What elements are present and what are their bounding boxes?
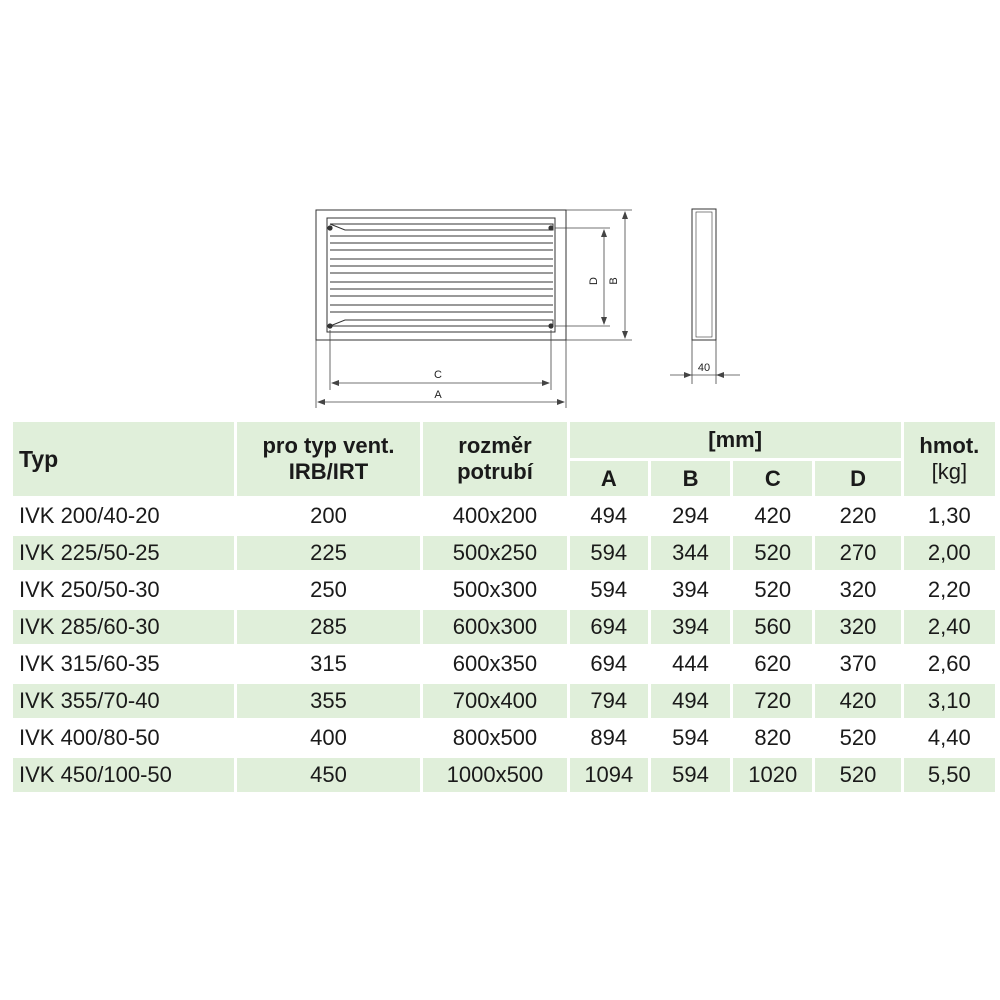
- cell-typ: IVK 450/100-50: [13, 758, 234, 792]
- header-weight-line2: [kg]: [931, 459, 968, 484]
- cell-b: 294: [672, 503, 709, 528]
- cell-typ: IVK 225/50-25: [13, 536, 234, 570]
- cell-d: 320: [815, 610, 900, 644]
- cell-weight: 2,20: [927, 577, 971, 602]
- cell-weight: 3,10: [904, 684, 995, 718]
- cell-fan-type: 225: [237, 536, 421, 570]
- cell-duct-size: 800x500: [452, 725, 538, 750]
- cell-duct-size: 600x350: [452, 651, 538, 676]
- cell-duct-size: 400x200: [452, 503, 538, 528]
- cell-d: 220: [839, 503, 877, 528]
- cell-duct-size: 500x250: [423, 536, 566, 570]
- cell-b: 444: [672, 651, 709, 676]
- table-body: [13, 499, 995, 792]
- table-header-row: [13, 422, 995, 458]
- header-mm: [mm]: [570, 422, 901, 458]
- header-duct-size-line2: potrubí: [457, 459, 533, 484]
- cell-weight: 2,00: [904, 536, 995, 570]
- cell-c: 560: [733, 610, 812, 644]
- cell-a: 1094: [570, 758, 648, 792]
- table-row: [13, 573, 995, 607]
- header-b: B: [651, 461, 730, 496]
- cell-typ: IVK 200/40-20: [19, 503, 160, 528]
- cell-c: 420: [754, 503, 792, 528]
- cell-fan-type: 200: [310, 503, 347, 528]
- cell-typ: IVK 250/50-30: [19, 577, 160, 602]
- cell-typ: IVK 285/60-30: [13, 610, 234, 644]
- table-row: [13, 684, 995, 718]
- table-row: [13, 610, 995, 644]
- cell-duct-size: 700x400: [423, 684, 566, 718]
- header-typ: Typ: [13, 422, 234, 496]
- dimension-label-b: B: [608, 277, 620, 285]
- cell-d: 520: [815, 758, 900, 792]
- table-row: [13, 721, 995, 755]
- header-fan-type: [237, 422, 421, 496]
- cell-a: 594: [570, 536, 648, 570]
- cell-c: 820: [754, 725, 792, 750]
- cell-d: 520: [839, 725, 877, 750]
- dimension-label-a: A: [434, 389, 442, 401]
- cell-d: 320: [839, 577, 877, 602]
- specification-table: [10, 419, 998, 795]
- header-a: A: [570, 461, 648, 496]
- cell-typ: IVK 400/80-50: [19, 725, 160, 750]
- cell-c: 520: [733, 536, 812, 570]
- cell-weight: 1,30: [927, 503, 971, 528]
- cell-weight: 4,40: [927, 725, 971, 750]
- louvre-slats: [330, 224, 553, 326]
- cell-fan-type: 355: [237, 684, 421, 718]
- header-duct-size: [423, 422, 566, 496]
- header-d: D: [815, 461, 900, 496]
- header-fan-type-line2: IRB/IRT: [288, 459, 369, 484]
- cell-a: 694: [590, 651, 628, 676]
- header-c: C: [733, 461, 812, 496]
- header-fan-type-line1: pro typ vent.: [262, 433, 395, 458]
- cell-c: 720: [733, 684, 812, 718]
- dimension-label-d: D: [588, 277, 600, 285]
- cell-duct-size: 600x300: [423, 610, 566, 644]
- cell-weight: 2,40: [904, 610, 995, 644]
- cell-a: 594: [590, 577, 628, 602]
- cell-weight: 5,50: [904, 758, 995, 792]
- cell-fan-type: 315: [310, 651, 347, 676]
- cell-a: 494: [590, 503, 628, 528]
- cell-a: 694: [570, 610, 648, 644]
- cell-duct-size: 1000x500: [423, 758, 566, 792]
- cell-b: 394: [651, 610, 730, 644]
- cell-weight: 2,60: [927, 651, 971, 676]
- grille-side-view: [692, 209, 716, 340]
- grille-inner-frame: [327, 218, 555, 332]
- cell-fan-type: 450: [237, 758, 421, 792]
- table-row: [13, 647, 995, 681]
- cell-b: 594: [672, 725, 709, 750]
- header-weight: [904, 422, 995, 496]
- cell-a: 794: [570, 684, 648, 718]
- cell-b: 594: [651, 758, 730, 792]
- cell-fan-type: 250: [310, 577, 347, 602]
- cell-duct-size: 500x300: [452, 577, 538, 602]
- table-row: [13, 499, 995, 533]
- cell-b: 394: [672, 577, 709, 602]
- table-row: [13, 536, 995, 570]
- header-duct-size-line1: rozměr: [458, 433, 532, 458]
- cell-d: 370: [839, 651, 877, 676]
- cell-fan-type: 285: [237, 610, 421, 644]
- table-row: [13, 758, 995, 792]
- cell-d: 270: [815, 536, 900, 570]
- cell-b: 494: [651, 684, 730, 718]
- cell-b: 344: [651, 536, 730, 570]
- cell-c: 1020: [733, 758, 812, 792]
- cell-c: 620: [754, 651, 792, 676]
- header-weight-line1: hmot.: [919, 433, 980, 458]
- cell-fan-type: 400: [310, 725, 347, 750]
- grille-drawing: [0, 0, 1000, 415]
- cell-d: 420: [815, 684, 900, 718]
- cell-typ: IVK 355/70-40: [13, 684, 234, 718]
- mounting-holes: [327, 225, 553, 328]
- cell-a: 894: [590, 725, 628, 750]
- dimension-label-c: C: [434, 369, 442, 381]
- cell-typ: IVK 315/60-35: [19, 651, 160, 676]
- cell-c: 520: [754, 577, 792, 602]
- dimension-label-depth: 40: [697, 362, 711, 374]
